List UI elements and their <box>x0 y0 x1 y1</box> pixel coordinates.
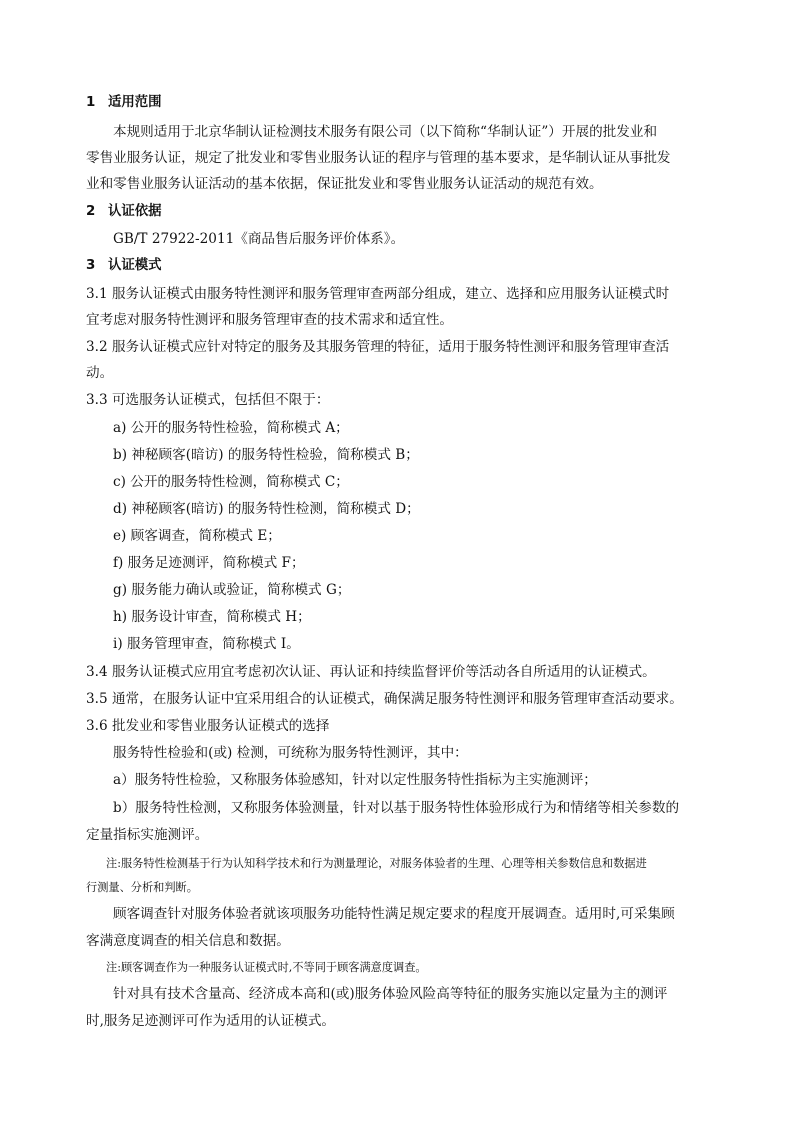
list-item: i) 服务管理审查，简称模式 I。 <box>113 636 300 652</box>
paragraph-line: 针对具有技术含量高、经济成本高和(或)服务体验风险高等特征的服务实施以定量为主的测评 <box>113 986 668 1002</box>
paragraph-line: GB/T 27922-2011《商品售后服务评价体系》。 <box>113 231 405 247</box>
paragraph-line: 顾客调查针对服务体验者就该项服务功能特性满足规定要求的程度开展调查。适用时,可采集顾 <box>113 906 675 922</box>
paragraph-line: 业和零售业服务认证活动的基本依据，保证批发业和零售业服务认证活动的规范有效。 <box>86 176 603 192</box>
clause-3-2-line: 动。 <box>86 365 114 381</box>
paragraph-line: 定量指标实施测评。 <box>86 827 209 843</box>
note-line: 注:顾客调查作为一种服务认证模式时,不等同于顾客满意度调查。 <box>106 961 427 974</box>
list-item: h) 服务设计审查，简称模式 H； <box>113 609 311 625</box>
section-2-heading <box>86 204 162 220</box>
paragraph-line: 零售业服务认证，规定了批发业和零售业服务认证的程序与管理的基本要求，是华制认证从事批发 <box>86 150 671 166</box>
paragraph-line: 服务特性检验和(或) 检测，可统称为服务特性测评，其中： <box>113 745 468 761</box>
list-item: d) 神秘顾客(暗访) 的服务特性检测，简称模式 D； <box>113 501 420 517</box>
clause-3-4: 3.4 服务认证模式应用宜考虑初次认证、再认证和持续监督评价等活动各自所适用的认证模式。 <box>86 664 656 680</box>
clause-3-2-line: 3.2 服务认证模式应针对特定的服务及其服务管理的特征，适用于服务特性测评和服务管理审查活 <box>86 339 670 355</box>
list-item: a) 公开的服务特性检验，简称模式 A； <box>113 420 349 436</box>
list-item: e) 顾客调查，简称模式 E； <box>113 528 281 544</box>
paragraph-line: 本规则适用于北京华制认证检测技术服务有限公司（以下简称“华制认证”）开展的批发业和 <box>113 124 658 140</box>
section-number: 2 <box>86 204 96 219</box>
section-number: 3 <box>86 258 96 273</box>
section-3-heading <box>86 258 162 274</box>
clause-3-1-line: 3.1 服务认证模式由服务特性测评和服务管理审查两部分组成，建立、选择和应用服务认证模式时 <box>86 286 670 302</box>
list-item: c) 公开的服务特性检测，简称模式 C； <box>113 474 349 490</box>
clause-3-3: 3.3 可选服务认证模式，包括但不限于： <box>86 392 330 408</box>
note-line: 行测量、分析和判断。 <box>86 881 198 894</box>
note-line: 注:服务特性检测基于行为认知科学技术和行为测量理论，对服务体验者的生理、心理等相关参数信息和数据进 <box>106 857 647 870</box>
section-number: 1 <box>86 95 96 110</box>
section-title: 认证模式 <box>108 258 162 273</box>
list-item: b) 神秘顾客(暗访) 的服务特性检验，简称模式 B； <box>113 447 419 463</box>
section-1-heading <box>86 95 162 111</box>
list-item: f) 服务足迹测评，简称模式 F； <box>113 555 305 571</box>
list-item: g) 服务能力确认或验证，简称模式 G； <box>113 582 351 598</box>
paragraph-line: 时,服务足迹测评可作为适用的认证模式。 <box>86 1013 336 1029</box>
list-item: a）服务特性检验，又称服务体验感知，针对以定性服务特性指标为主实施测评； <box>113 772 597 788</box>
list-item: b）服务特性检测，又称服务体验测量，针对以基于服务特性体验形成行为和情绪等相关参数的 <box>113 800 680 816</box>
section-title: 认证依据 <box>108 204 162 219</box>
clause-3-5: 3.5 通常，在服务认证中宜采用组合的认证模式，确保满足服务特性测评和服务管理审查活动要求。 <box>86 691 683 707</box>
clause-3-1-line: 宜考虑对服务特性测评和服务管理审查的技术需求和适宜性。 <box>86 312 454 328</box>
clause-3-6: 3.6 批发业和零售业服务认证模式的选择 <box>86 718 330 734</box>
paragraph-line: 客满意度调查的相关信息和数据。 <box>86 933 290 949</box>
section-title: 适用范围 <box>108 95 162 110</box>
